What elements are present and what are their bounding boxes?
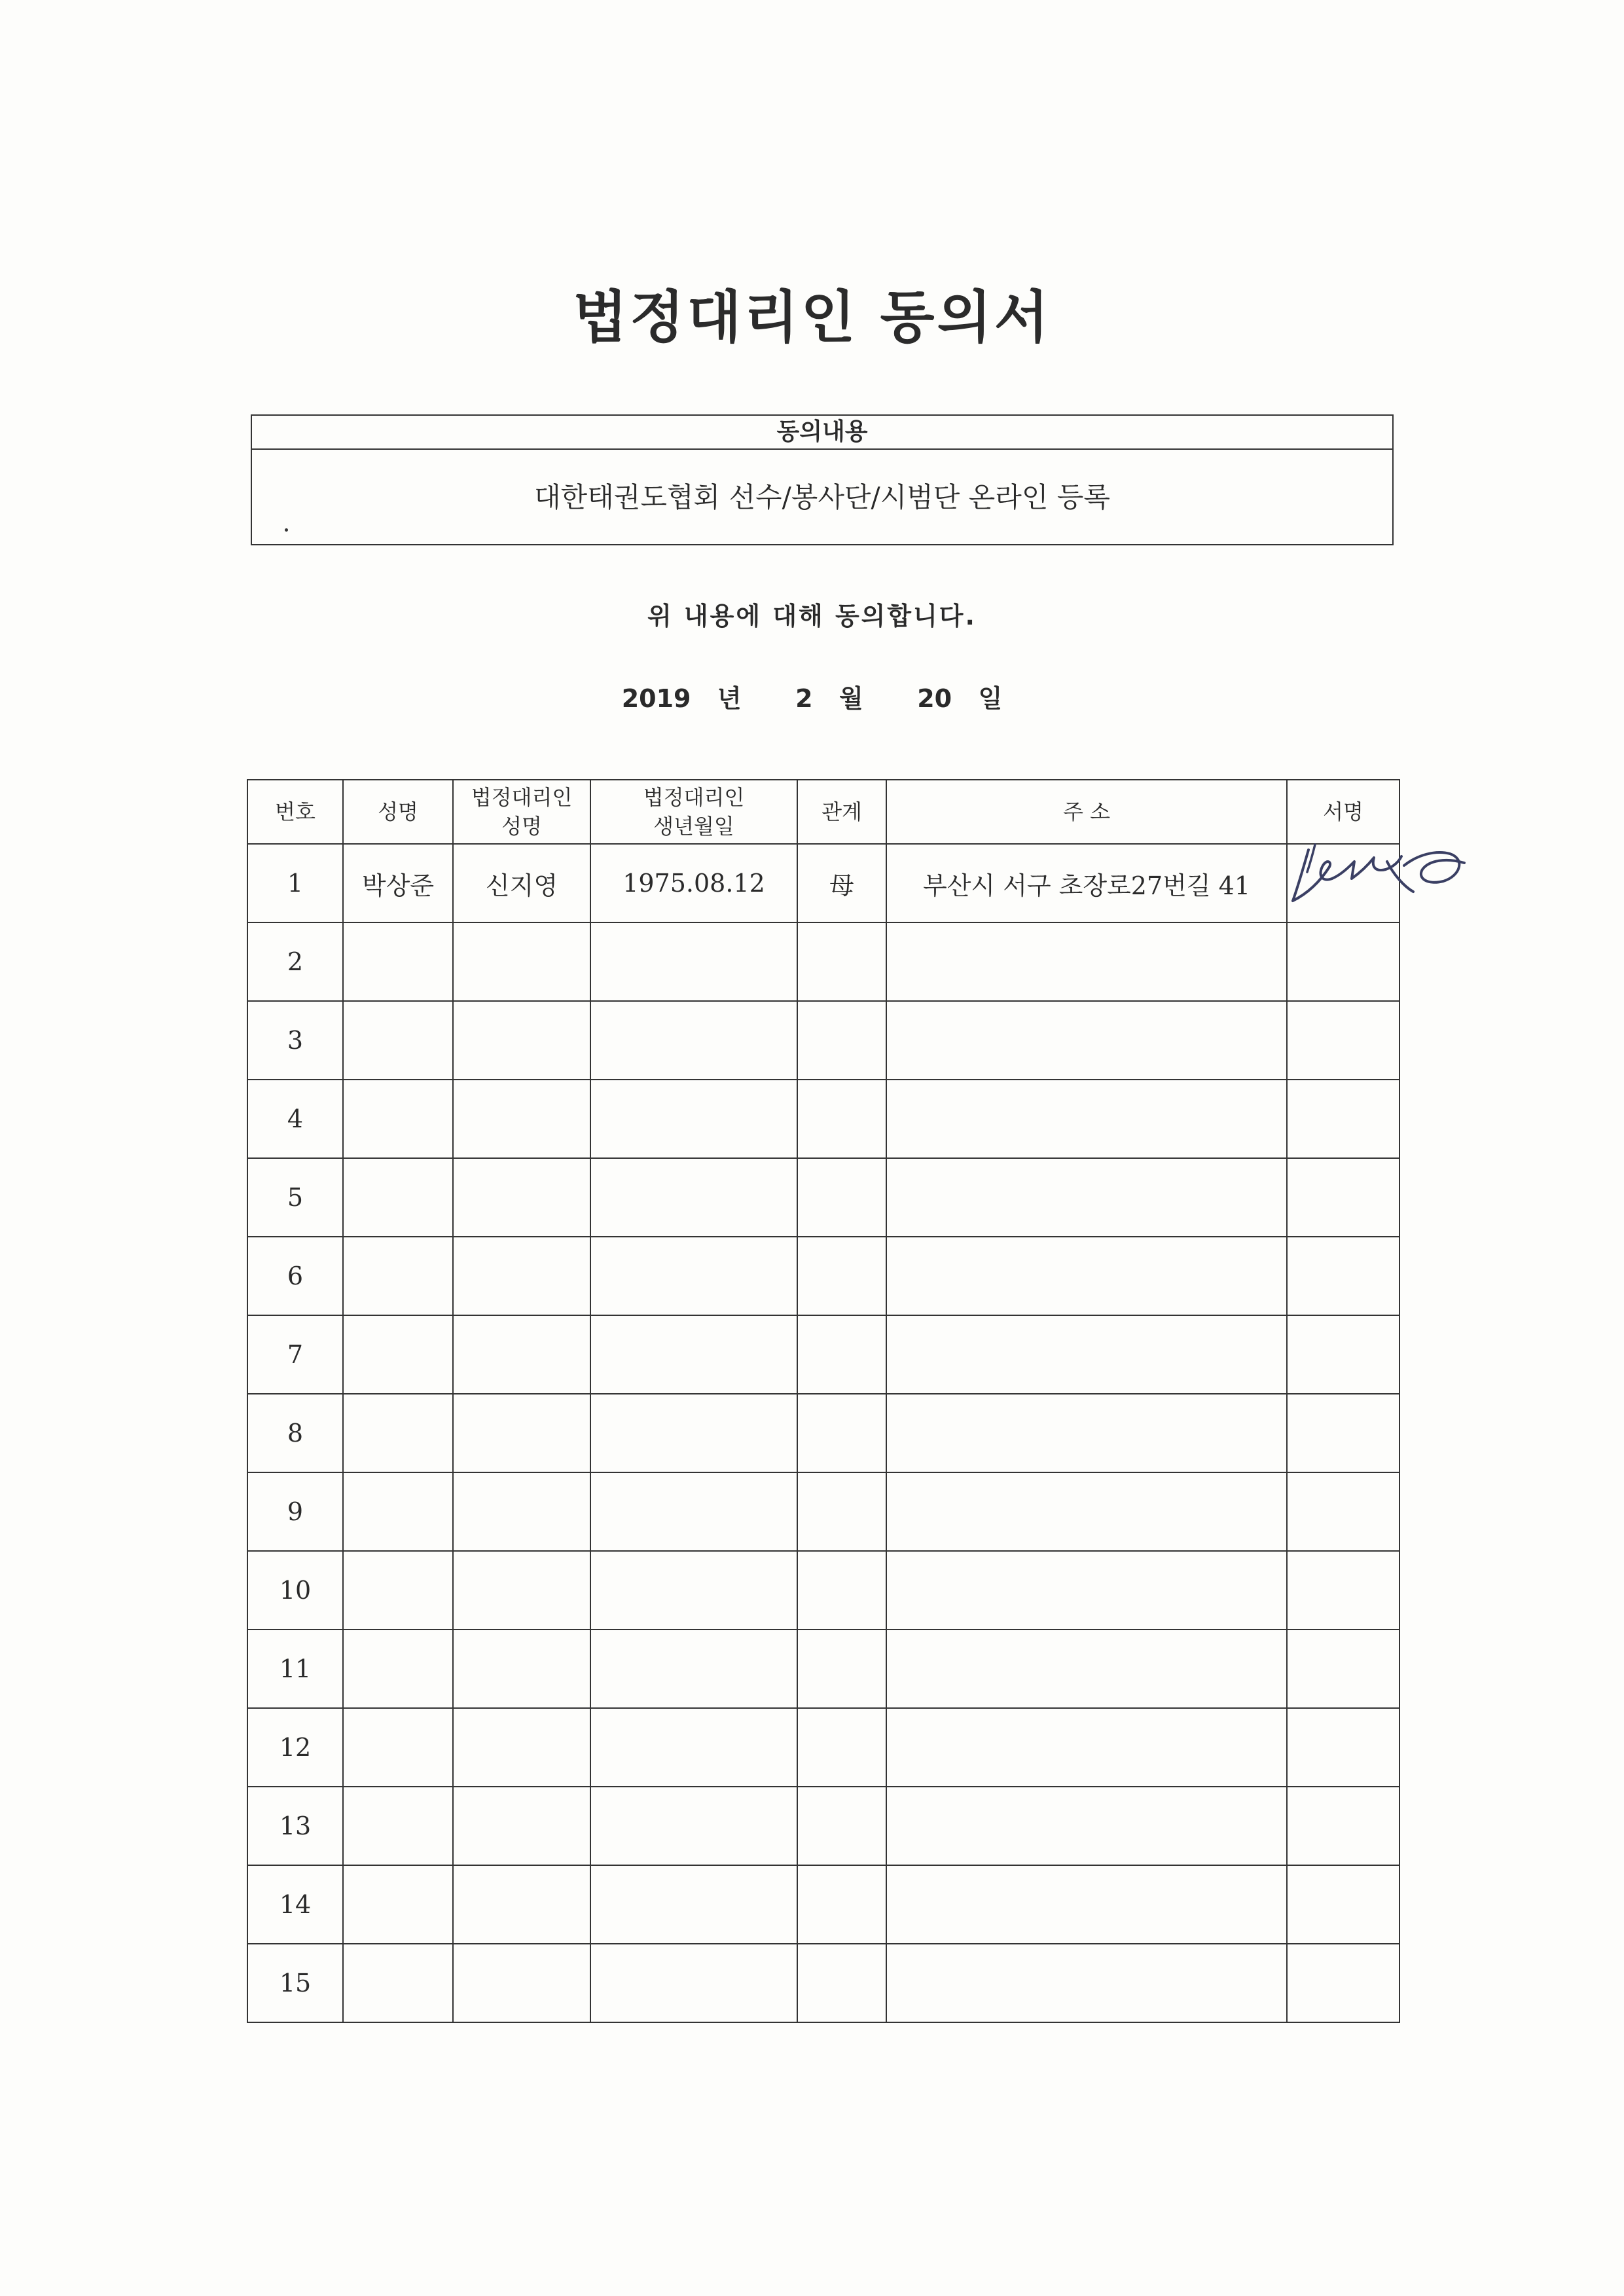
- table-row: [247, 1237, 1399, 1315]
- cell-address: [886, 1787, 1287, 1865]
- cell-name: [343, 1787, 453, 1865]
- table-row: [247, 1080, 1399, 1158]
- table-header-row: [247, 780, 1399, 844]
- date-year-unit: 년: [717, 684, 742, 713]
- cell-guardian-birth: 1975.08.12: [590, 844, 797, 922]
- cell-number: 13: [247, 1787, 343, 1865]
- cell-relation: [797, 1865, 886, 1944]
- header-guardian-name-line1: 법정대리인: [471, 785, 573, 810]
- date-month-unit: 월: [839, 684, 863, 713]
- table-row: [247, 1551, 1399, 1630]
- cell-signature: [1287, 1944, 1399, 2022]
- consent-date: [0, 678, 1624, 714]
- document-title: 법정대리인 동의서: [573, 285, 1051, 350]
- cell-number: 11: [247, 1630, 343, 1708]
- cell-signature: [1287, 1787, 1399, 1865]
- cell-guardian-birth: [590, 1551, 797, 1630]
- cell-guardian-birth: [590, 1237, 797, 1315]
- table-row: [247, 1630, 1399, 1708]
- cell-number: 12: [247, 1708, 343, 1787]
- handwritten-signature: [1289, 835, 1479, 914]
- cell-guardian-name: [453, 1080, 590, 1158]
- table-body: [247, 844, 1399, 2022]
- cell-number: 8: [247, 1394, 343, 1472]
- cell-guardian-name: [453, 1315, 590, 1394]
- cell-guardian-name: 신지영: [453, 844, 590, 922]
- cell-name: [343, 1315, 453, 1394]
- cell-guardian-name: [453, 1865, 590, 1944]
- cell-guardian-name: [453, 1394, 590, 1472]
- cell-guardian-birth: [590, 1944, 797, 2022]
- cell-number: 15: [247, 1944, 343, 2022]
- table-row: [247, 1708, 1399, 1787]
- header-guardian-birth-line2: 생년월일: [653, 814, 734, 839]
- cell-relation: [797, 1001, 886, 1080]
- cell-address: [886, 1001, 1287, 1080]
- cell-guardian-birth: [590, 922, 797, 1001]
- cell-number: 4: [247, 1080, 343, 1158]
- cell-relation: [797, 1237, 886, 1315]
- cell-signature: [1287, 1315, 1399, 1394]
- cell-guardian-name: [453, 922, 590, 1001]
- date-day-unit: 일: [978, 684, 1003, 713]
- date-month: 2: [795, 684, 813, 713]
- cell-number: 14: [247, 1865, 343, 1944]
- cell-guardian-name: [453, 1001, 590, 1080]
- cell-address: [886, 1080, 1287, 1158]
- header-guardian-birth: [590, 780, 797, 844]
- table-row: [247, 1158, 1399, 1237]
- table-row: [247, 1315, 1399, 1394]
- cell-signature: [1287, 1708, 1399, 1787]
- cell-signature: [1287, 1630, 1399, 1708]
- cell-relation: [797, 922, 886, 1001]
- cell-signature: [1287, 1551, 1399, 1630]
- table-row: [247, 1865, 1399, 1944]
- cell-number: 7: [247, 1315, 343, 1394]
- cell-name: [343, 1551, 453, 1630]
- cell-guardian-birth: [590, 1865, 797, 1944]
- cell-guardian-birth: [590, 1472, 797, 1551]
- cell-address: [886, 1865, 1287, 1944]
- table-row: [247, 1001, 1399, 1080]
- cell-signature: [1287, 1080, 1399, 1158]
- cell-relation: [797, 1787, 886, 1865]
- date-day: 20: [917, 684, 952, 713]
- date-year: 2019: [621, 684, 691, 713]
- cell-name: [343, 1158, 453, 1237]
- consent-text: 대한태권도협회 선수/봉사단/시범단 온라인 등록: [534, 481, 1110, 513]
- cell-address: [886, 1630, 1287, 1708]
- cell-name: [343, 922, 453, 1001]
- table-row: [247, 1944, 1399, 2022]
- cell-signature: [1287, 1001, 1399, 1080]
- cell-relation: [797, 1944, 886, 2022]
- cell-relation: [797, 1551, 886, 1630]
- header-guardian-birth-line1: 법정대리인: [643, 785, 745, 810]
- cell-address: [886, 1315, 1287, 1394]
- cell-guardian-birth: [590, 1787, 797, 1865]
- cell-address: [886, 1158, 1287, 1237]
- cell-signature: [1287, 1158, 1399, 1237]
- cell-signature: [1287, 1472, 1399, 1551]
- cell-address: [886, 1237, 1287, 1315]
- header-signature: 서명: [1287, 780, 1399, 844]
- cell-name: [343, 1944, 453, 2022]
- cell-number: 10: [247, 1551, 343, 1630]
- cell-number: 1: [247, 844, 343, 922]
- cell-name: [343, 1080, 453, 1158]
- cell-guardian-birth: [590, 1315, 797, 1394]
- cell-guardian-name: [453, 1944, 590, 2022]
- cell-relation: [797, 1630, 886, 1708]
- cell-guardian-name: [453, 1237, 590, 1315]
- cell-signature: [1287, 1237, 1399, 1315]
- cell-address: [886, 1708, 1287, 1787]
- cell-guardian-name: [453, 1787, 590, 1865]
- cell-address: [886, 1944, 1287, 2022]
- header-guardian-name-line2: 성명: [501, 814, 542, 839]
- table-row: [247, 1394, 1399, 1472]
- cell-guardian-birth: [590, 1001, 797, 1080]
- header-name: 성명: [343, 780, 453, 844]
- cell-name: [343, 1630, 453, 1708]
- table-row: [247, 1787, 1399, 1865]
- cell-signature: [1287, 922, 1399, 1001]
- header-number: 번호: [247, 780, 343, 844]
- cell-number: 9: [247, 1472, 343, 1551]
- cell-guardian-birth: [590, 1630, 797, 1708]
- cell-name: [343, 1472, 453, 1551]
- cell-address: [886, 1551, 1287, 1630]
- cell-relation: [797, 1158, 886, 1237]
- table-row: [247, 922, 1399, 1001]
- cell-number: 5: [247, 1158, 343, 1237]
- stray-dot: [285, 528, 288, 532]
- cell-relation: [797, 1472, 886, 1551]
- cell-relation: [797, 1080, 886, 1158]
- cell-signature: [1287, 844, 1399, 922]
- consent-box: [251, 414, 1394, 545]
- cell-guardian-name: [453, 1630, 590, 1708]
- cell-address: [886, 1394, 1287, 1472]
- cell-name: [343, 1237, 453, 1315]
- header-address: 주 소: [886, 780, 1287, 844]
- cell-name: [343, 1708, 453, 1787]
- cell-address: 부산시 서구 초장로27번길 41: [886, 844, 1287, 922]
- cell-number: 3: [247, 1001, 343, 1080]
- cell-guardian-name: [453, 1158, 590, 1237]
- cell-relation: 母: [797, 844, 886, 922]
- cell-name: [343, 1865, 453, 1944]
- table-row: [247, 1472, 1399, 1551]
- cell-number: 6: [247, 1237, 343, 1315]
- cell-address: [886, 922, 1287, 1001]
- guardian-table: [247, 779, 1400, 2023]
- header-relation: 관계: [797, 780, 886, 844]
- cell-name: [343, 1001, 453, 1080]
- table-row: [247, 844, 1399, 922]
- cell-signature: [1287, 1394, 1399, 1472]
- cell-guardian-birth: [590, 1394, 797, 1472]
- header-guardian-name: [453, 780, 590, 844]
- cell-name: 박상준: [343, 844, 453, 922]
- cell-guardian-name: [453, 1551, 590, 1630]
- cell-number: 2: [247, 922, 343, 1001]
- cell-signature: [1287, 1865, 1399, 1944]
- cell-guardian-birth: [590, 1080, 797, 1158]
- cell-guardian-birth: [590, 1708, 797, 1787]
- cell-address: [886, 1472, 1287, 1551]
- consent-header: 동의내용: [252, 416, 1392, 450]
- cell-relation: [797, 1394, 886, 1472]
- cell-guardian-birth: [590, 1158, 797, 1237]
- cell-guardian-name: [453, 1472, 590, 1551]
- cell-relation: [797, 1708, 886, 1787]
- agreement-statement: 위 내용에 대해 동의합니다.: [647, 602, 977, 630]
- cell-name: [343, 1394, 453, 1472]
- cell-relation: [797, 1315, 886, 1394]
- cell-guardian-name: [453, 1708, 590, 1787]
